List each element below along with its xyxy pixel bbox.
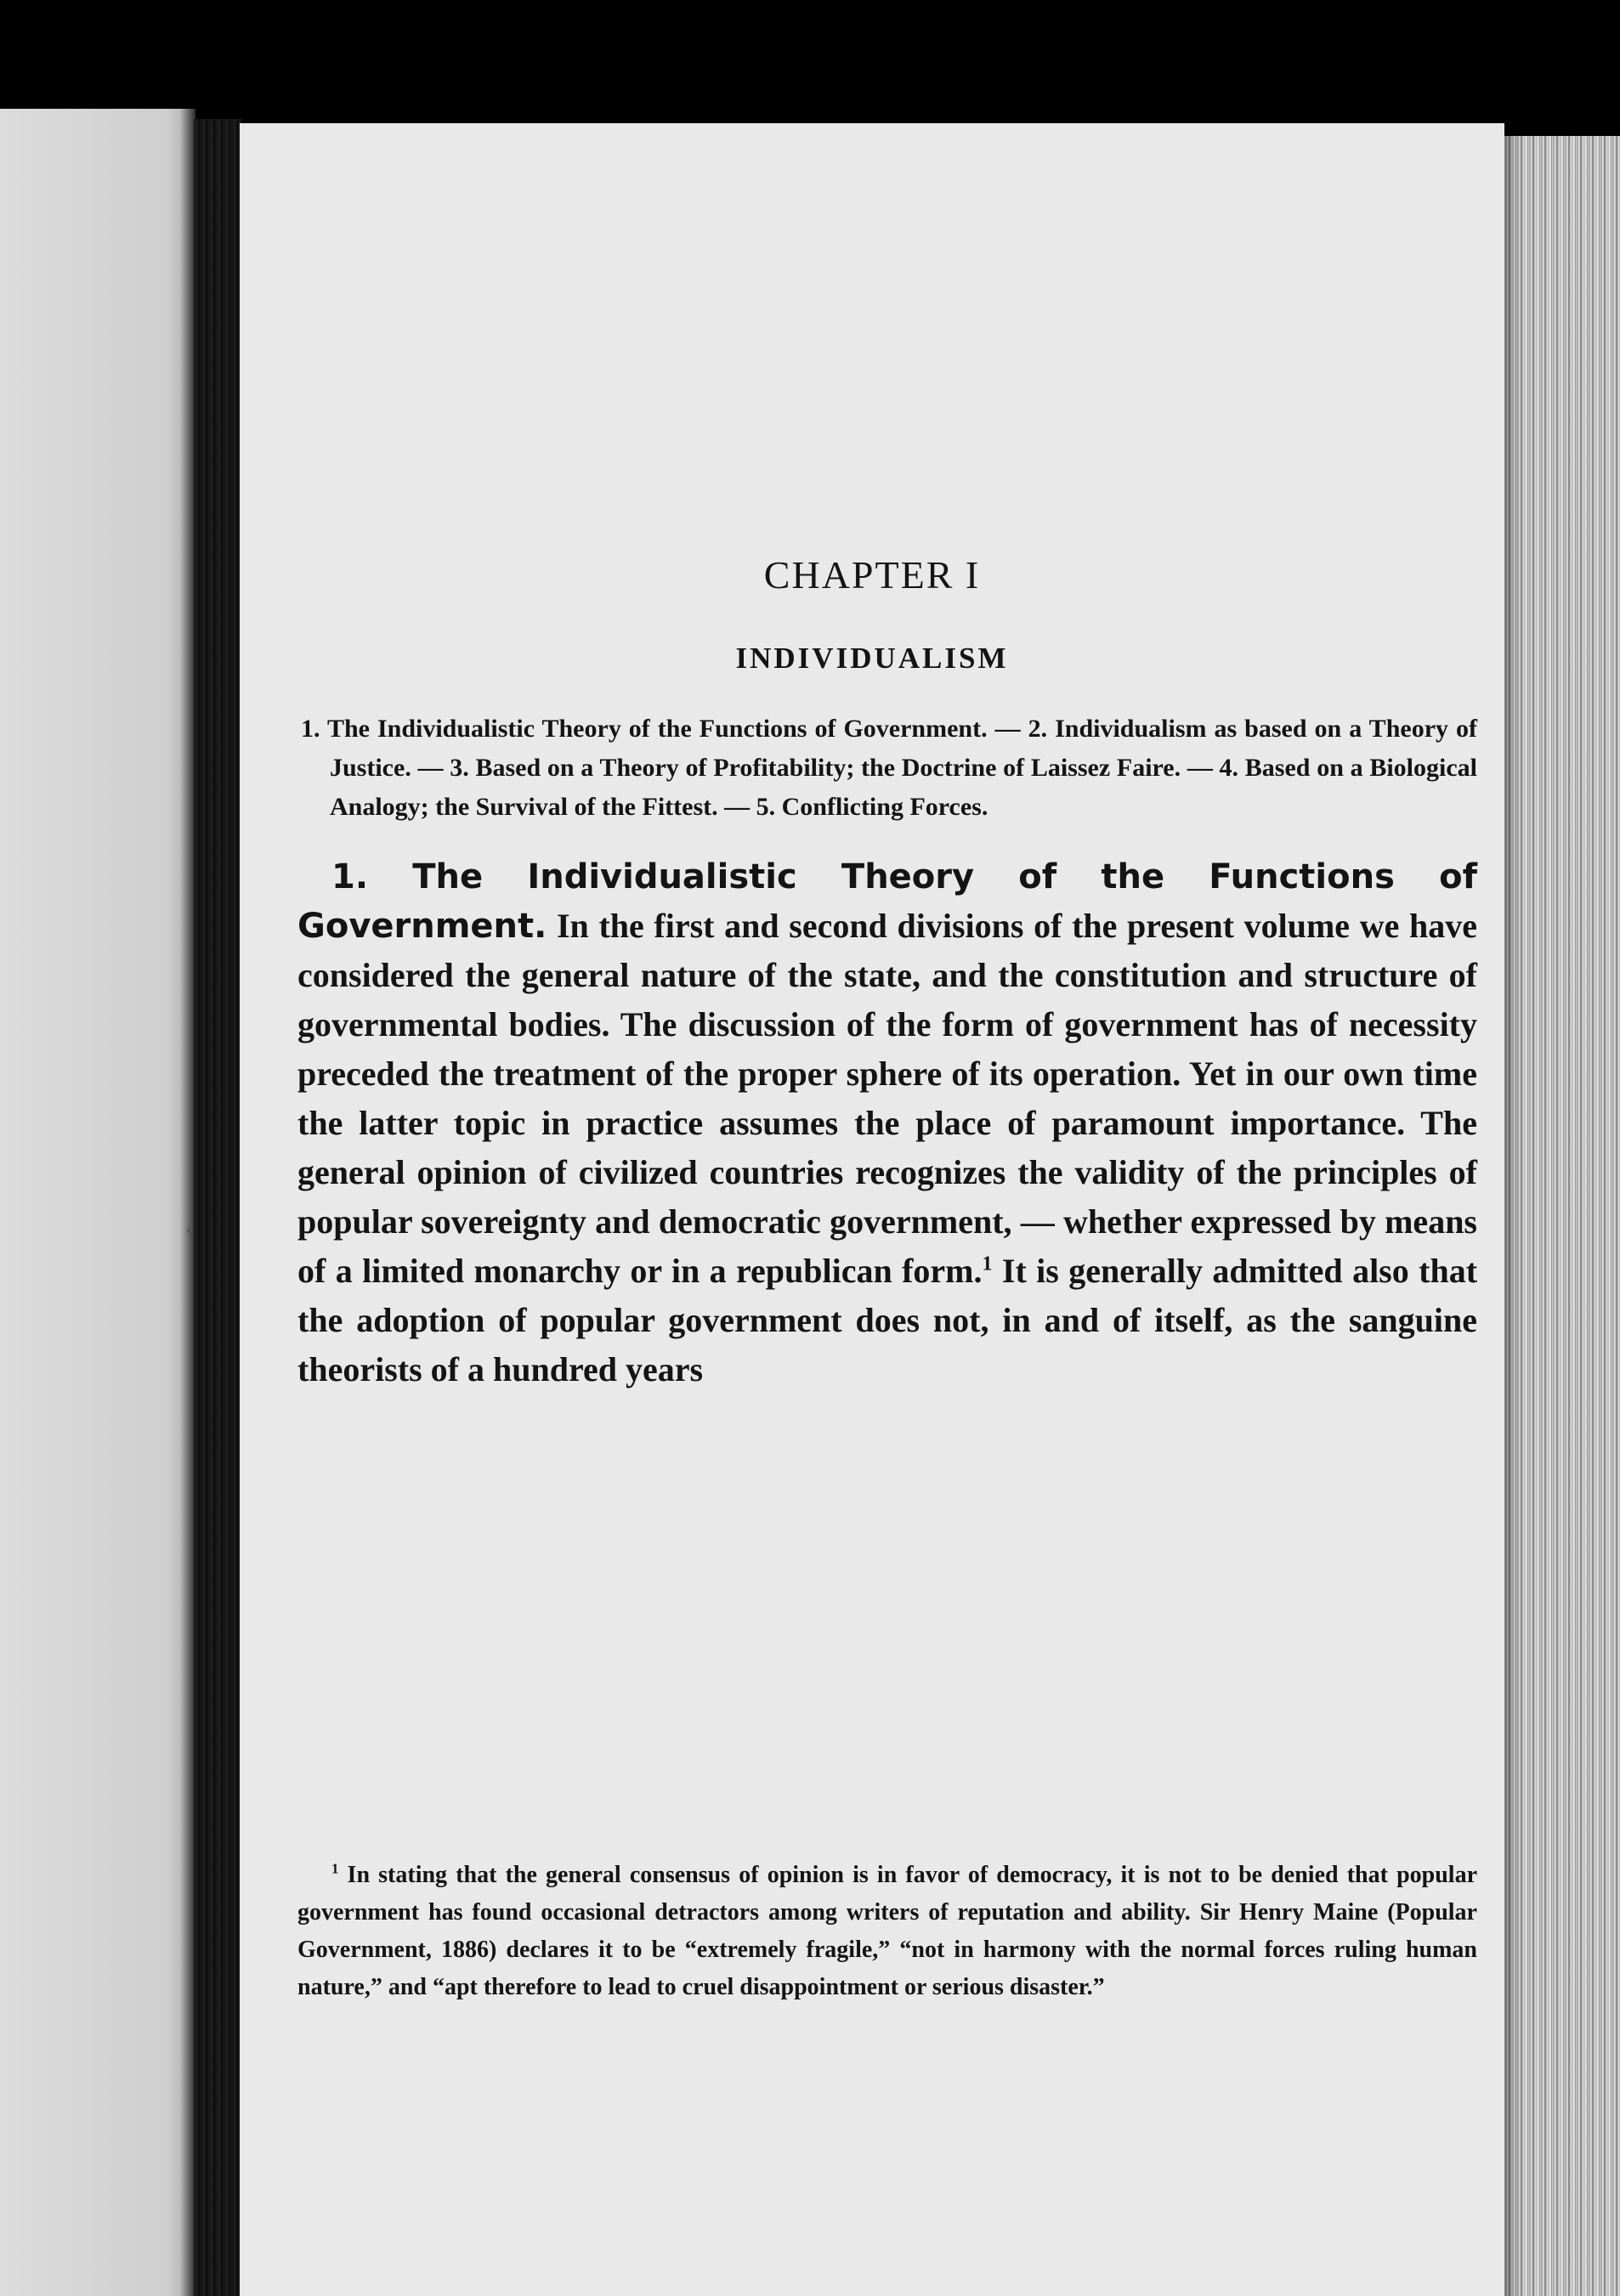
footnote bbox=[297, 1857, 1477, 2006]
page-stack-edge bbox=[1504, 136, 1620, 2296]
book-page bbox=[240, 123, 1504, 2296]
footnote-reference: 1 bbox=[982, 1253, 993, 1275]
section-heading: 1. The Individualistic Theory of the Functions of Government. bbox=[297, 857, 1477, 946]
section-text-part-2: It is generally admitted also that the adoption of popular government does not, in and of itself, as the sanguine theorists of a hundred years bbox=[297, 1252, 1478, 1388]
scan-speck bbox=[187, 1228, 192, 1233]
chapter-subtitle: INDIVIDUALISM bbox=[735, 642, 1009, 675]
section-text-part-1: In the first and second divisions of the present volume we have considered the general nature of the state, and the constitution and structure of governmental bodies. The discussion of the form of government has of necessity preceded the treatment of the proper sphere of its operation. Yet in our own time the latter topic in practice assumes the place of paramount importance. The general opinion of civilized countries recognizes the validity of the principles of popular sovereignty and democratic government, — whether expressed by means of a limited monarchy or in a republican form. bbox=[297, 907, 1477, 1290]
chapter-summary: 1. The Individualistic Theory of the Functions of Government. — 2. Individualism as based on a Theory of Justice. — 3. Based on a Theory of Profitability; the Doctrine of Laissez Faire. — 4. Based on a Biological Analogy; the Survival of the Fittest. — 5. Conflicting Forces. bbox=[301, 715, 1477, 821]
facing-page-edge bbox=[0, 109, 195, 2296]
footnote-marker: 1 bbox=[331, 1860, 339, 1877]
chapter-title: CHAPTER I bbox=[763, 553, 981, 597]
section-body bbox=[297, 852, 1477, 1394]
page-edge-shadow bbox=[1504, 136, 1521, 2296]
footnote-text: In stating that the general consensus of opinion is in favor of democracy, it is not to be denied that popular government has found occasional detractors among writers of reputation and ability. Sir Henry Maine (Popular Government, 1886) declares it to be “extremely fragile,” “not in harmony with the normal forces ruling human nature,” and “apt therefore to lead to cruel disappointment or serious disaster.” bbox=[297, 1862, 1478, 2000]
book-binding bbox=[194, 119, 241, 2296]
